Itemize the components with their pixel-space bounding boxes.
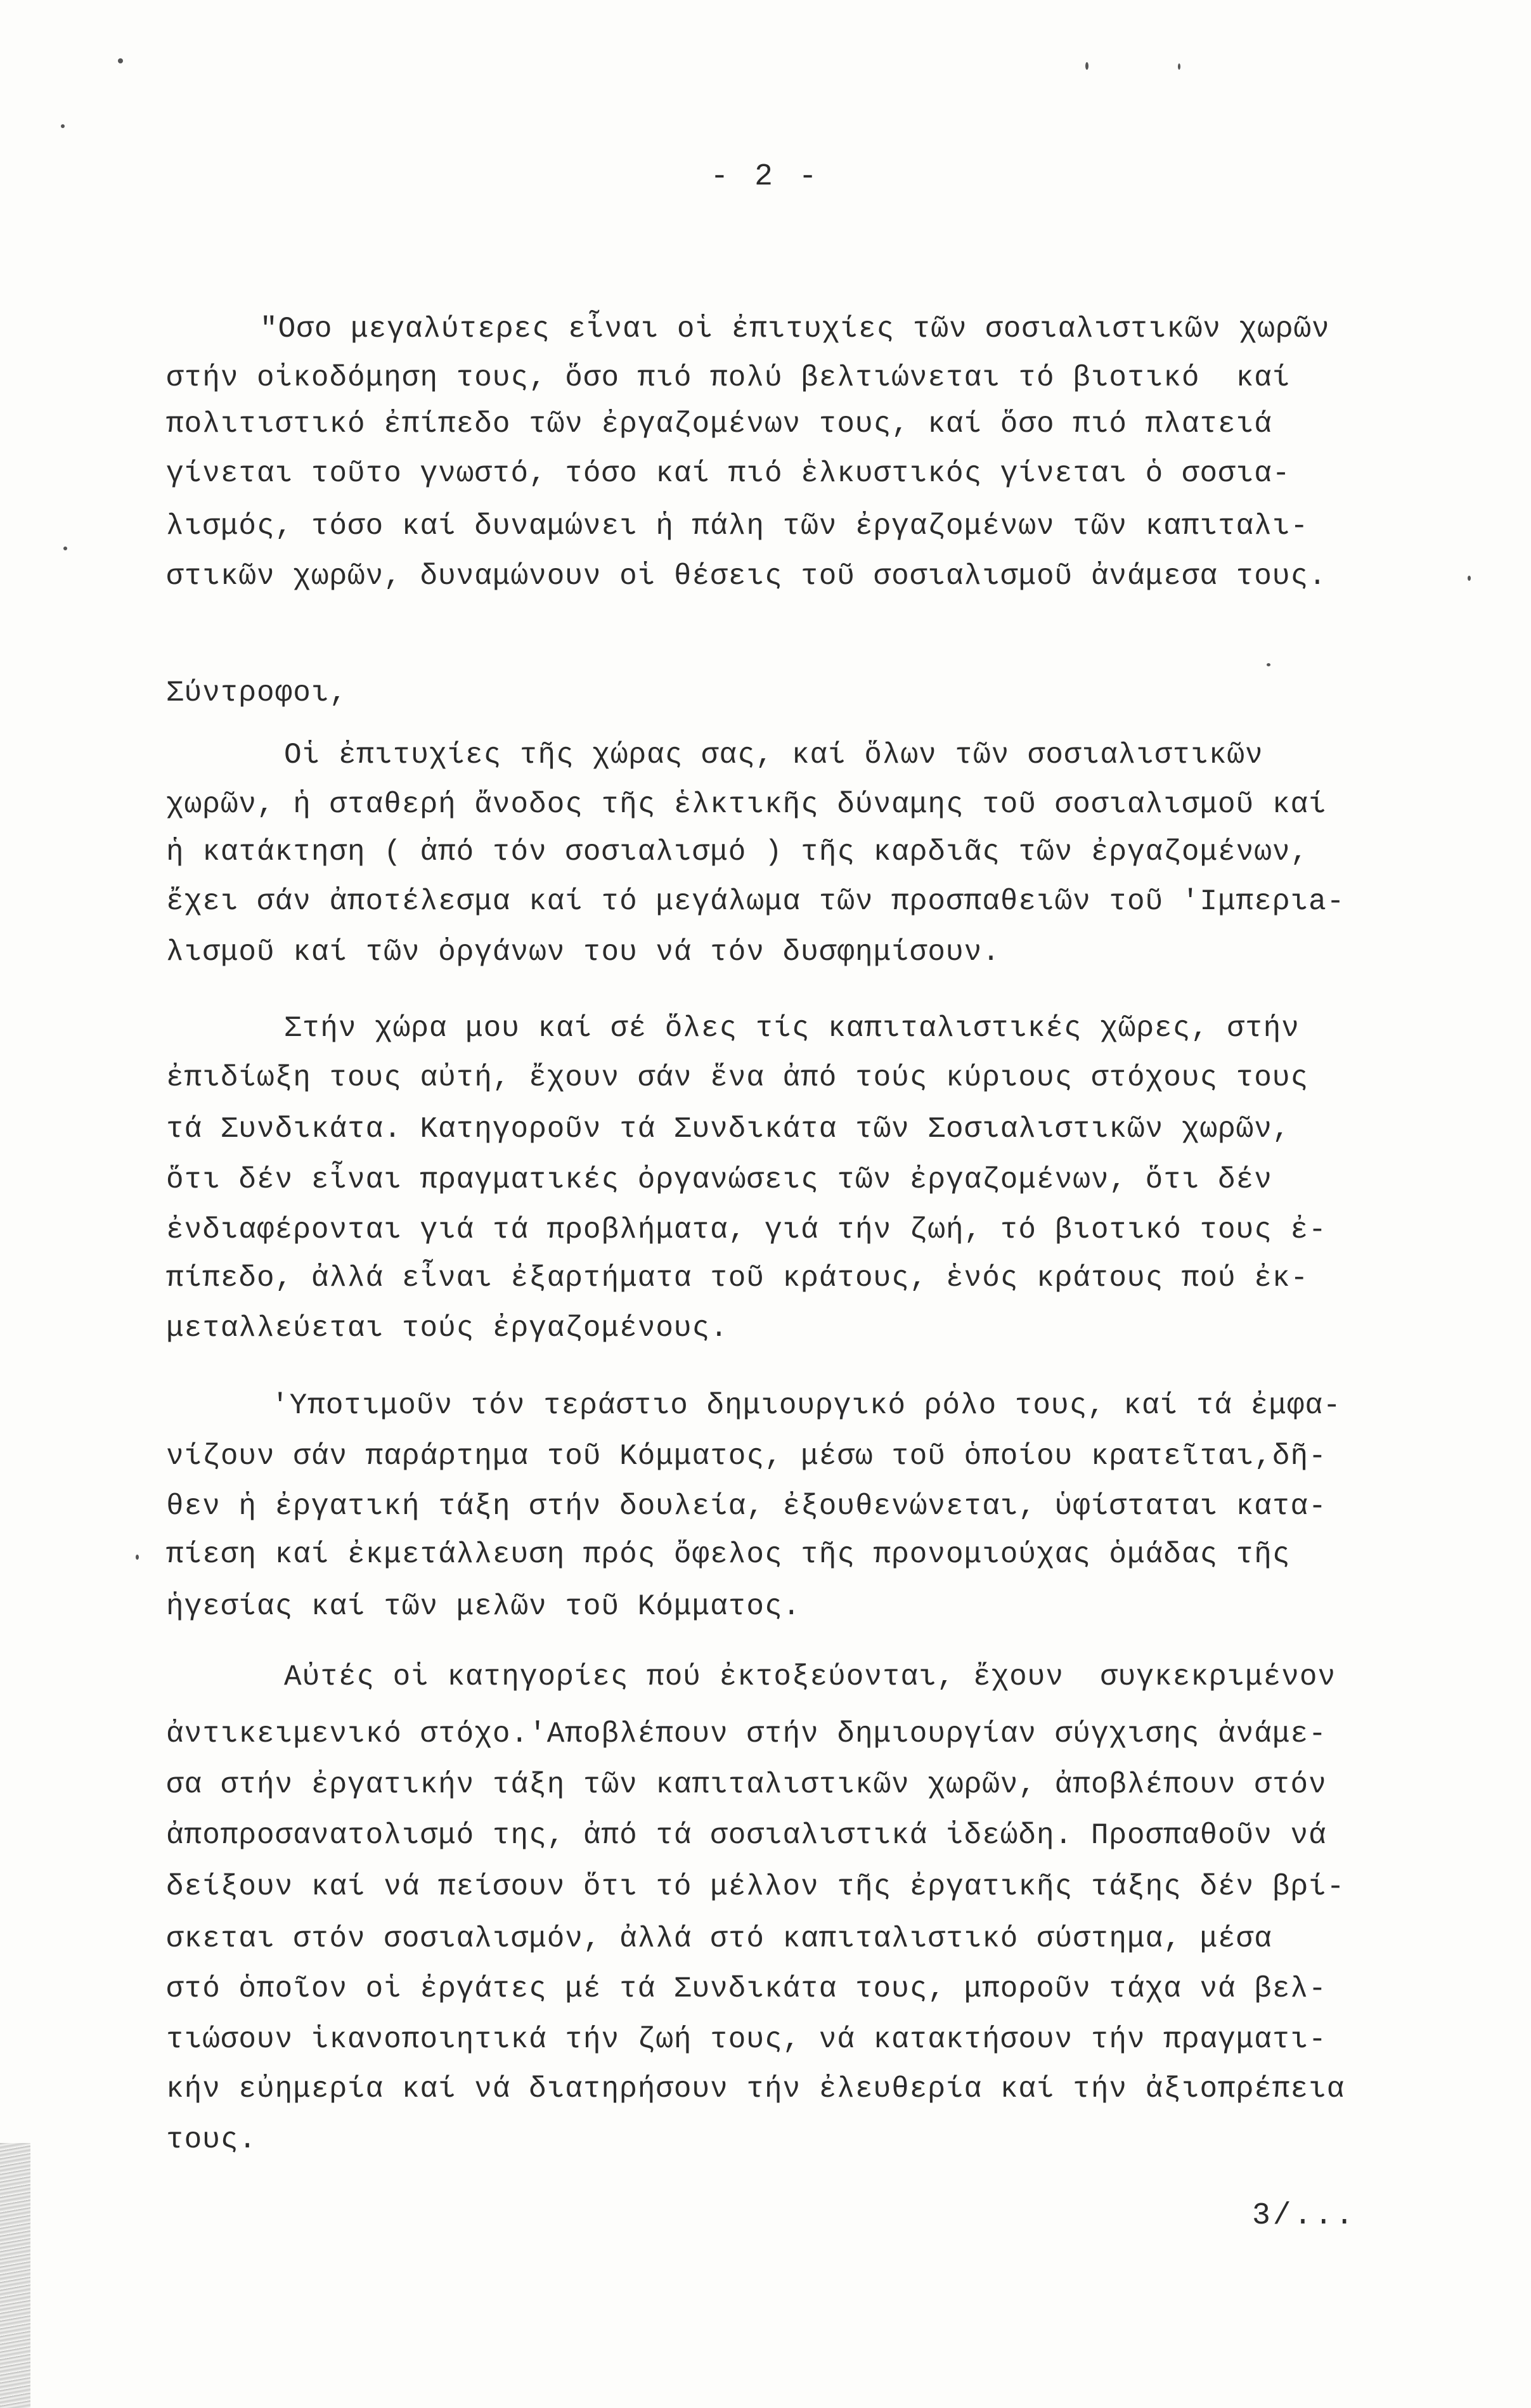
body-line: Οἱ ἐπιτυχίες τῆς χώρας σας, καί ὅλων τῶν σοσιαλιστικῶν xyxy=(284,739,1263,772)
scan-edge-noise xyxy=(0,2143,30,2408)
body-line: στήν οἰκοδόμηση τους, ὅσο πιό πολύ βελτιώνεται τό βιοτικό καί xyxy=(166,361,1291,394)
body-line: νίζουν σάν παράρτημα τοῦ Κόμματος, μέσω τοῦ ὁποίου κρατεῖται,δῆ- xyxy=(166,1440,1327,1473)
scan-speck xyxy=(1267,663,1270,666)
page-number: - 2 - xyxy=(710,160,821,194)
body-line: 'Υποτιμοῦν τόν τεράστιο δημιουργικό ρόλο τους, καί τά ἐμφα- xyxy=(271,1389,1341,1422)
body-line: ἡγεσίας καί τῶν μελῶν τοῦ Κόμματος. xyxy=(166,1590,801,1623)
body-line: σκεται στόν σοσιαλισμόν, ἀλλά στό καπιταλιστικό σύστημα, μέσα xyxy=(166,1922,1272,1955)
body-line: λισμός, τόσο καί δυναμώνει ἡ πάλη τῶν ἐργαζομένων τῶν καπιταλι- xyxy=(166,510,1309,543)
body-line: πίπεδο, ἀλλά εἶναι ἐξαρτήματα τοῦ κράτους, ἑνός κράτους πού ἐκ- xyxy=(166,1262,1309,1295)
scan-speck xyxy=(118,58,123,63)
body-line: χωρῶν, ἡ σταθερή ἄνοδος τῆς ἑλκτικῆς δύναμης τοῦ σοσιαλισμοῦ καί xyxy=(166,788,1327,821)
body-line: ἐνδιαφέρονται γιά τά προβλήματα, γιά τήν ζωή, τό βιοτικό τους ἐ- xyxy=(166,1214,1327,1246)
body-line: στό ὁποῖον οἱ ἐργάτες μέ τά Συνδικάτα τους, μποροῦν τάχα νά βελ- xyxy=(166,1972,1327,2005)
body-line: δείξουν καί νά πείσουν ὅτι τό μέλλον τῆς ἐργατικῆς τάξης δέν βρί- xyxy=(166,1870,1345,1903)
scan-speck xyxy=(1085,62,1088,70)
body-line: ἐπιδίωξη τους αὐτή, ἔχουν σάν ἕνα ἀπό τούς κύριους στόχους τους xyxy=(166,1061,1309,1094)
body-line: ὅτι δέν εἶναι πραγματικές ὀργανώσεις τῶν ἐργαζομένων, ὅτι δέν xyxy=(166,1163,1272,1196)
body-line: στικῶν χωρῶν, δυναμώνουν οἱ θέσεις τοῦ σοσιαλισμοῦ ἀνάμεσα τους. xyxy=(166,560,1327,593)
body-line: μεταλλεύεται τούς ἐργαζομένους. xyxy=(166,1312,728,1345)
salutation: Σύντροφοι, xyxy=(166,676,348,709)
scan-speck xyxy=(63,547,67,550)
body-line: ἡ κατάκτηση ( ἀπό τόν σοσιαλισμό ) τῆς καρδιᾶς τῶν ἐργαζομένων, xyxy=(166,836,1309,869)
body-line: Στήν χώρα μου καί σέ ὅλες τίς καπιταλιστικές χῶρες, στήν xyxy=(284,1012,1300,1045)
body-line: σα στήν ἐργατικήν τάξη τῶν καπιταλιστικῶν χωρῶν, ἀποβλέπουν στόν xyxy=(166,1768,1327,1801)
body-line: ἔχει σάν ἀποτέλεσμα καί τό μεγάλωμα τῶν προσπαθειῶν τοῦ 'Ιμπεριa- xyxy=(166,885,1345,918)
body-line: πίεση καί ἐκμετάλλευση πρός ὄφελος τῆς προνομιούχας ὁμάδας τῆς xyxy=(166,1538,1291,1571)
continuation-marker: 3/... xyxy=(1252,2199,1357,2233)
body-line: κήν εὐημερία καί νά διατηρήσουν τήν ἐλευθερία καί τήν ἀξιοπρέπεια xyxy=(166,2073,1345,2106)
scan-speck xyxy=(61,124,65,128)
body-line: ἀποπροσανατολισμό της, ἀπό τά σοσιαλιστικά ἰδεώδη. Προσπαθοῦν νά xyxy=(166,1819,1327,1852)
scan-speck xyxy=(1468,576,1471,581)
body-line: θεν ἡ ἐργατική τάξη στήν δουλεία, ἐξουθενώνεται, ὑφίσταται κατα- xyxy=(166,1490,1327,1523)
body-line: τά Συνδικάτα. Κατηγοροῦν τά Συνδικάτα τῶν Σοσιαλιστικῶν χωρῶν, xyxy=(166,1113,1291,1146)
body-line: λισμοῦ καί τῶν ὀργάνων του νά τόν δυσφημίσουν. xyxy=(166,936,1000,969)
body-line: γίνεται τοῦτο γνωστό, τόσο καί πιό ἑλκυστικός γίνεται ὁ σοσια- xyxy=(166,457,1291,490)
scan-speck xyxy=(1178,63,1180,70)
body-line: Αὐτές οἱ κατηγορίες πού ἐκτοξεύονται, ἔχουν συγκεκριμένον xyxy=(284,1660,1336,1693)
body-line: πολιτιστικό ἐπίπεδο τῶν ἐργαζομένων τους, καί ὅσο πιό πλατειά xyxy=(166,408,1272,441)
body-line: ἀντικειμενικό στόχο.'Αποβλέπουν στήν δημιουργίαν σύγχισης ἀνάμε- xyxy=(166,1718,1327,1751)
body-line: "Οσο μεγαλύτερες εἶναι οἱ ἐπιτυχίες τῶν σοσιαλιστικῶν χωρῶν xyxy=(260,313,1330,346)
scan-speck xyxy=(136,1555,139,1560)
body-line: τιώσουν ἱκανοποιητικά τήν ζωή τους, νά κατακτήσουν τήν πραγματι- xyxy=(166,2023,1327,2056)
body-line: τους. xyxy=(166,2123,257,2156)
